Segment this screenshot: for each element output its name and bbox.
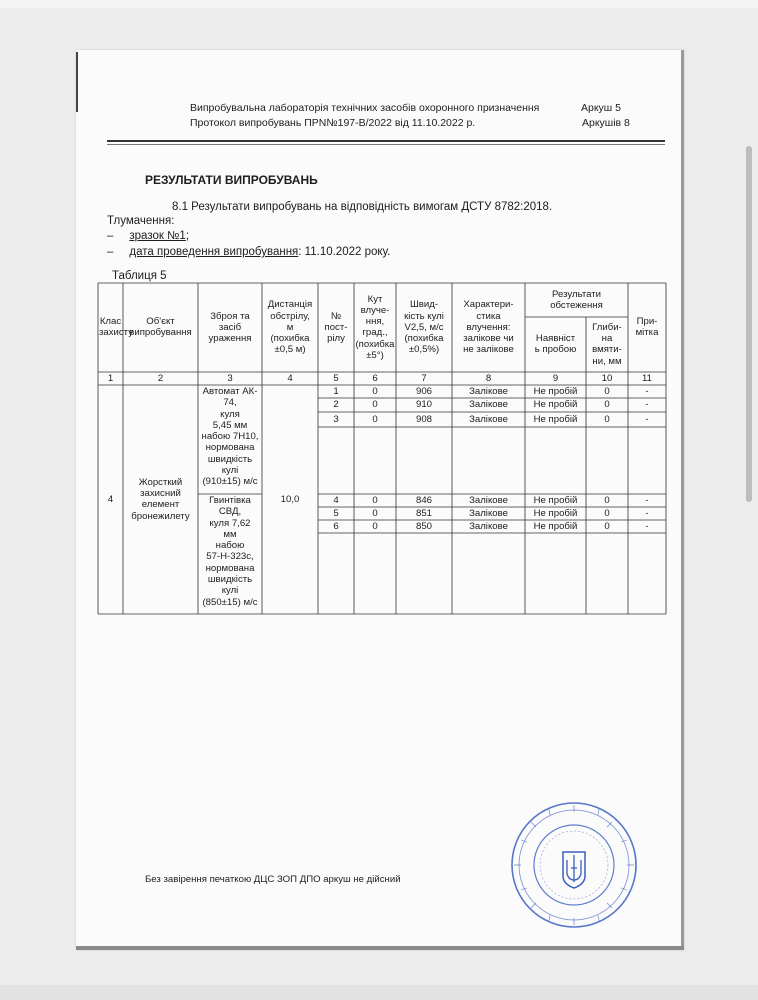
column-number [629, 373, 665, 384]
cell-line: 6 [372, 372, 378, 384]
cell-line: рілу [327, 333, 345, 345]
cell-line: Наявніст [535, 333, 576, 345]
cell-line: 3 [333, 413, 339, 425]
cell-line: обстрілу, [270, 310, 310, 322]
cell-line: 0 [604, 520, 610, 532]
note [629, 386, 665, 397]
bottom-band [0, 985, 758, 1000]
bullet-speed [397, 399, 451, 410]
shot-number [319, 508, 353, 519]
shot-number [319, 495, 353, 506]
lab-name: Випробувальна лабораторія технічних засобів охоронного призначення [190, 102, 540, 114]
cell-line: ни, мм [592, 355, 622, 367]
cell-line: 908 [415, 413, 432, 425]
cell-line: Характери- [463, 299, 514, 311]
bullet-speed [397, 495, 451, 506]
cell-line: Автомат АК- [202, 386, 258, 397]
cell-line: Залікове [469, 520, 508, 532]
cell-line: 850 [415, 520, 432, 532]
cell-line: V2,5, м/с [404, 321, 444, 333]
bullet-dash: – [107, 246, 114, 258]
cell-line: 2 [157, 372, 164, 384]
header-angle [355, 294, 395, 362]
hit-type [453, 386, 524, 397]
cell-line: (похибка [270, 333, 310, 345]
cell-line: Не пробій [533, 385, 578, 397]
cell-line: - [645, 507, 649, 519]
cell-line: 1 [333, 385, 339, 397]
cell-line: 4 [333, 494, 339, 506]
table-caption: Таблиця 5 [112, 270, 167, 282]
cell-line: ураження [208, 333, 252, 345]
bullet-speed [397, 508, 451, 519]
cell-line: м [286, 321, 294, 333]
cell-line: 8 [485, 372, 492, 384]
cell-line: 0 [604, 494, 610, 506]
cell-line: випробування [129, 327, 192, 339]
sheets-total: Аркушів 8 [582, 117, 630, 129]
cell-line: на [601, 333, 613, 345]
header-results [526, 289, 627, 312]
cell-line: 9 [552, 372, 559, 384]
penetration-result [526, 399, 585, 410]
cell-line: 846 [415, 494, 432, 506]
cell-line: набою [215, 540, 245, 552]
penetration-result [526, 386, 585, 397]
cell-line: швидкість [207, 574, 253, 586]
shot-number [319, 399, 353, 410]
dent-depth [587, 414, 627, 425]
cell-line: 5 [333, 507, 339, 519]
cell-line: Жорсткий [138, 476, 183, 488]
section-subtitle: 8.1 Результати випробувань на відповідність вимогам ДСТУ 8782:2018. [172, 201, 553, 213]
column-number [397, 373, 451, 384]
cell-line: Результати [552, 288, 601, 300]
cell-line: нормована [205, 442, 255, 454]
cell-line: (910±15) м/с [202, 476, 258, 488]
test-object [124, 477, 197, 522]
cell-line: Залікове [469, 385, 508, 397]
section-title: РЕЗУЛЬТАТИ ВИПРОБУВАНЬ [145, 173, 318, 187]
cell-line: 0 [372, 520, 378, 532]
cell-line: набою 7Н10, [201, 431, 259, 443]
cell-line: 0 [372, 494, 378, 506]
weapon-2 [199, 495, 261, 608]
cell-line: залікове чи [463, 333, 514, 345]
cell-line: Глиби- [592, 321, 622, 333]
hit-type [453, 399, 524, 410]
bullet-2-label: дата проведення випробування [129, 246, 299, 258]
cell-line: ±0,5%) [408, 344, 440, 356]
cell-line: 0 [372, 385, 378, 397]
cell-line: швидкість [207, 453, 253, 465]
cell-line: СВД, [218, 506, 242, 518]
dent-depth [587, 521, 627, 532]
impact-angle [355, 521, 395, 532]
cell-line: бронежилету [131, 510, 190, 522]
penetration-result [526, 414, 585, 425]
cell-line: № [330, 310, 342, 322]
penetration-result [526, 508, 585, 519]
cell-line: - [645, 494, 649, 506]
header-class [99, 316, 133, 339]
impact-angle [355, 508, 395, 519]
cell-line: Дистанція [267, 299, 313, 311]
dent-depth [587, 508, 627, 519]
protection-class [99, 494, 122, 505]
cell-line: обстеження [550, 299, 603, 311]
column-number [587, 373, 627, 384]
official-seal-icon [509, 800, 639, 930]
cell-line: 10 [601, 372, 613, 384]
hit-type [453, 414, 524, 425]
cell-line: 906 [415, 385, 432, 397]
cell-line: - [645, 399, 649, 411]
cell-line: 74, [223, 397, 237, 409]
cell-line: 7 [421, 372, 427, 384]
cell-line: куля 7,62 [209, 517, 251, 529]
cell-line: ння, [365, 316, 385, 328]
cell-line: захисний [140, 488, 181, 500]
cell-line: град., [362, 327, 388, 339]
cell-line: (850±15) м/с [202, 596, 258, 608]
cell-line: - [645, 413, 649, 425]
cell-line: 0 [604, 507, 610, 519]
impact-angle [355, 414, 395, 425]
cell-line: - [645, 385, 649, 397]
header-object [124, 316, 197, 339]
cell-line: куля [220, 408, 240, 420]
cell-line: 0 [604, 385, 610, 397]
impact-angle [355, 399, 395, 410]
cell-line: вмяти- [592, 344, 622, 356]
header-weapon [199, 311, 261, 345]
cell-line: (похибка [355, 338, 395, 350]
bullet-2-value: : 11.10.2022 року. [298, 246, 391, 258]
bullet-speed [397, 386, 451, 397]
impact-angle [355, 386, 395, 397]
header-speed [397, 299, 451, 355]
footer-note: Без завірення печаткою ДЦС ЗОП ДПО аркуш не дійсний [145, 874, 401, 885]
note [629, 495, 665, 506]
cell-line: Залікове [469, 413, 508, 425]
cell-line: Кут [367, 293, 383, 305]
cell-line: Клас [99, 316, 122, 328]
cell-line: Залікове [469, 507, 508, 519]
cell-line: Об'єкт [146, 316, 175, 328]
header-dent-depth [587, 322, 627, 367]
cell-line: Швид- [409, 299, 439, 311]
cell-line: кулі [221, 465, 239, 477]
header-penetration [526, 333, 585, 356]
note [629, 399, 665, 410]
cell-line: 0 [372, 507, 378, 519]
cell-line: Не пробій [533, 507, 578, 519]
shot-number [319, 414, 353, 425]
bullet-speed [397, 521, 451, 532]
cell-line: Залікове [469, 494, 508, 506]
cell-line: засіб [218, 321, 242, 333]
cell-line: пост- [324, 321, 348, 333]
cell-line: 0 [604, 399, 610, 411]
dent-depth [587, 386, 627, 397]
cell-line: 851 [415, 507, 432, 519]
cell-line: Не пробій [533, 520, 578, 532]
cell-line: мітка [635, 327, 659, 339]
cell-line: 910 [415, 399, 432, 411]
cell-line: ь пробою [534, 344, 577, 356]
cell-line: 2 [333, 399, 339, 411]
cell-line: 0 [604, 413, 610, 425]
column-number [526, 373, 585, 384]
cell-line: 6 [333, 520, 339, 532]
shot-number [319, 386, 353, 397]
penetration-result [526, 495, 585, 506]
cell-line: 1 [107, 372, 114, 384]
cell-line: Залікове [469, 399, 508, 411]
cell-line: кулі [221, 585, 239, 597]
column-number [355, 373, 395, 384]
cell-line: Зброя та [210, 310, 250, 322]
header-hit-type [453, 299, 524, 355]
note [629, 508, 665, 519]
note [629, 521, 665, 532]
cell-line: не залікове [463, 344, 514, 356]
cell-line: влуче- [360, 304, 390, 316]
note [629, 414, 665, 425]
sheet-number: Аркуш 5 [581, 102, 621, 114]
firing-distance [263, 494, 317, 505]
dent-depth [587, 399, 627, 410]
cell-line: 57-Н-323с, [206, 551, 254, 563]
explanations-label: Тлумачення: [107, 215, 175, 227]
cell-line: мм [223, 528, 237, 540]
cell-line: захисту [99, 327, 133, 339]
cell-line: 0 [372, 413, 378, 425]
column-number [453, 373, 524, 384]
cell-line: 5 [333, 372, 339, 384]
cell-line: 11 [642, 372, 652, 384]
column-number [263, 373, 317, 384]
column-number [199, 373, 261, 384]
bullet-1-end: ; [185, 230, 190, 242]
hit-type [453, 495, 524, 506]
cell-line: стика [476, 310, 501, 322]
hit-type [453, 521, 524, 532]
header-shot-number [319, 311, 353, 345]
cell-line: ±5°) [366, 350, 384, 362]
header-distance [263, 299, 317, 355]
penetration-result [526, 521, 585, 532]
cell-line: - [645, 520, 649, 532]
shot-number [319, 521, 353, 532]
cell-line: Не пробій [533, 413, 578, 425]
cell-line: елемент [141, 499, 180, 511]
cell-line: ±0,5 м) [274, 344, 306, 356]
cell-line: кість кулі [404, 310, 444, 322]
cell-line: Гвинтівка [209, 495, 251, 506]
header-note [629, 316, 665, 339]
cell-line: 0 [372, 399, 378, 411]
cell-line: 4 [107, 493, 114, 505]
weapon-1 [199, 386, 261, 488]
bullet-dash: – [107, 230, 114, 242]
protocol-line: Протокол випробувань ПРN№197-В/2022 від 11.10.2022 р. [190, 117, 476, 129]
impact-angle [355, 495, 395, 506]
cell-line: влучення: [466, 321, 511, 333]
column-number [319, 373, 353, 384]
hit-type [453, 508, 524, 519]
cell-line: нормована [205, 562, 255, 574]
cell-line: При- [636, 316, 658, 328]
column-number [124, 373, 197, 384]
cell-line: 3 [227, 372, 233, 384]
cell-line: 5,45 мм [212, 419, 248, 431]
cell-line: Не пробій [533, 399, 578, 411]
cell-line: (похибка [404, 333, 444, 345]
column-number [99, 373, 122, 384]
cell-line: Не пробій [533, 494, 578, 506]
cell-line: 4 [287, 372, 293, 384]
bullet-1-label: зразок №1 [129, 230, 186, 242]
dent-depth [587, 495, 627, 506]
cell-line: 10,0 [280, 493, 300, 505]
bullet-speed [397, 414, 451, 425]
